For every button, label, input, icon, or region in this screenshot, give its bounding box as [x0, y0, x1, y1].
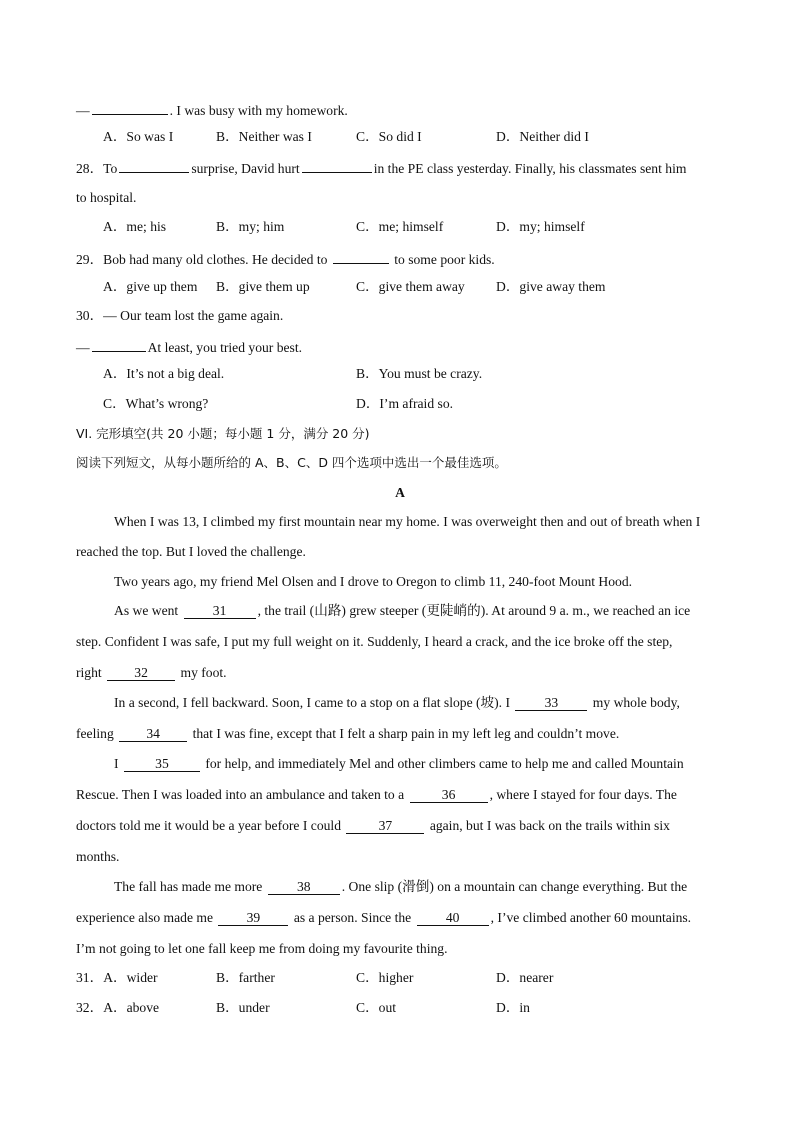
text: , the trail (山路) grew steeper (更陡峭的). At around 9 a. m., we reached an ice: [257, 603, 691, 618]
text: Rescue. Then I was loaded into an ambulance and taken to a: [76, 787, 405, 802]
q31-row: [76, 969, 158, 987]
q30-reply: [76, 336, 302, 357]
passage-line: [114, 602, 690, 620]
q32-option-a: A．above: [103, 1000, 160, 1015]
q27-option-c: C．So did I: [356, 129, 422, 144]
q28-stem: [76, 157, 686, 178]
q31-option-c: C．higher: [356, 970, 414, 985]
q28-continuation: to hospital.: [76, 190, 137, 205]
passage-line: [76, 786, 677, 804]
answer-blank[interactable]: [302, 157, 372, 173]
q27-text: . I was busy with my homework.: [169, 103, 348, 118]
q30-option-c: C．What’s wrong?: [103, 396, 209, 411]
q29-option-a: A．give up them: [103, 279, 198, 294]
text: I: [114, 756, 119, 771]
q32-option-b: B．under: [216, 1000, 270, 1015]
blank-32[interactable]: 32: [107, 665, 175, 681]
passage-line: [76, 909, 691, 927]
passage-line: I’m not going to let one fall keep me from doing my favourite thing.: [76, 941, 448, 956]
section-title: VI. 完形填空(共 20 小题；每小题 1 分，满分 20 分): [76, 426, 370, 441]
passage-label: A: [395, 485, 405, 500]
text: right: [76, 665, 102, 680]
passage-line: months.: [76, 849, 120, 864]
q32-row: [76, 999, 159, 1017]
text: , I’ve climbed another 60 mountains.: [490, 910, 692, 925]
section-instruction: 阅读下列短文，从每小题所给的 A、B、C、D 四个选项中选出一个最佳选项。: [76, 455, 507, 470]
q27-option-d: D．Neither did I: [496, 129, 589, 144]
blank-36[interactable]: 36: [410, 787, 488, 803]
q29-stem: [76, 248, 495, 269]
q27-option-b: B．Neither was I: [216, 129, 312, 144]
q28-end: in the PE class yesterday. Finally, his classmates sent him: [373, 161, 687, 176]
text: , where I stayed for four days. The: [489, 787, 677, 802]
q29-option-c: C．give them away: [356, 279, 465, 294]
q27-option-a: A．So was I: [103, 129, 174, 144]
passage-line: [114, 755, 684, 773]
q28-number: 28．To: [76, 161, 118, 176]
q30-option-a: A．It’s not a big deal.: [103, 366, 225, 381]
q31-number: 31．: [76, 970, 104, 985]
blank-39[interactable]: 39: [218, 910, 288, 926]
blank-35[interactable]: 35: [124, 756, 200, 772]
blank-34[interactable]: 34: [119, 726, 187, 742]
q27-answer-line: [76, 99, 348, 120]
blank-40[interactable]: 40: [417, 910, 489, 926]
q32-option-c: C．out: [356, 1000, 397, 1015]
text: In a second, I fell backward. Soon, I came to a stop on a flat slope (坡). I: [114, 695, 510, 710]
answer-blank[interactable]: [119, 157, 189, 173]
q30-reply-text: At least, you tried your best.: [147, 340, 303, 355]
passage-line: [76, 664, 227, 682]
blank-33[interactable]: 33: [515, 695, 587, 711]
text: The fall has made me more: [114, 879, 263, 894]
passage-line: Two years ago, my friend Mel Olsen and I drove to Oregon to climb 11, 240-foot Mount Hood.: [114, 574, 633, 589]
q31-option-a: A．wider: [103, 970, 158, 985]
q30-option-b: B．You must be crazy.: [356, 366, 483, 381]
blank-38[interactable]: 38: [268, 879, 340, 895]
text: feeling: [76, 726, 114, 741]
text: As we went: [114, 603, 179, 618]
text: doctors told me it would be a year before I could: [76, 818, 341, 833]
q29-post: to some poor kids.: [394, 252, 495, 267]
passage-line: reached the top. But I loved the challenge.: [76, 544, 306, 559]
q28-option-d: D．my; himself: [496, 219, 585, 234]
passage-line: [76, 817, 670, 835]
q28-option-a: A．me; his: [103, 219, 167, 234]
text: for help, and immediately Mel and other climbers came to help me and called Mountain: [205, 756, 684, 771]
passage-line: [114, 694, 680, 712]
dash: —: [76, 103, 90, 118]
answer-blank[interactable]: [92, 336, 146, 352]
q32-option-d: D．in: [496, 1000, 530, 1015]
q31-option-b: B．farther: [216, 970, 275, 985]
dash: —: [76, 340, 90, 355]
text: my whole body,: [592, 695, 680, 710]
passage-line: [76, 725, 619, 743]
answer-blank[interactable]: [92, 99, 168, 115]
q28-option-c: C．me; himself: [356, 219, 444, 234]
q30-stem: 30．— Our team lost the game again.: [76, 308, 284, 323]
q28-mid: surprise, David hurt: [191, 161, 300, 176]
passage-line: [114, 878, 687, 896]
text: again, but I was back on the trails within six: [429, 818, 670, 833]
q29-option-b: B．give them up: [216, 279, 310, 294]
text: experience also made me: [76, 910, 213, 925]
blank-37[interactable]: 37: [346, 818, 424, 834]
q28-option-b: B．my; him: [216, 219, 285, 234]
q29-pre: 29．Bob had many old clothes. He decided to: [76, 252, 328, 267]
passage-line: When I was 13, I climbed my first mountain near my home. I was overweight then and out of breath when I: [114, 514, 701, 529]
text: my foot.: [180, 665, 227, 680]
passage-line: step. Confident I was safe, I put my full weight on it. Suddenly, I heard a crack, and the ice broke off the step,: [76, 634, 673, 649]
q29-option-d: D．give away them: [496, 279, 606, 294]
q31-option-d: D．nearer: [496, 970, 554, 985]
q30-option-d: D．I’m afraid so.: [356, 396, 454, 411]
q32-number: 32．: [76, 1000, 104, 1015]
answer-blank[interactable]: [333, 248, 389, 264]
blank-31[interactable]: 31: [184, 603, 256, 619]
text: as a person. Since the: [293, 910, 412, 925]
text: that I was fine, except that I felt a sharp pain in my left leg and couldn’t move.: [192, 726, 620, 741]
text: . One slip (滑倒) on a mountain can change everything. But the: [341, 879, 688, 894]
